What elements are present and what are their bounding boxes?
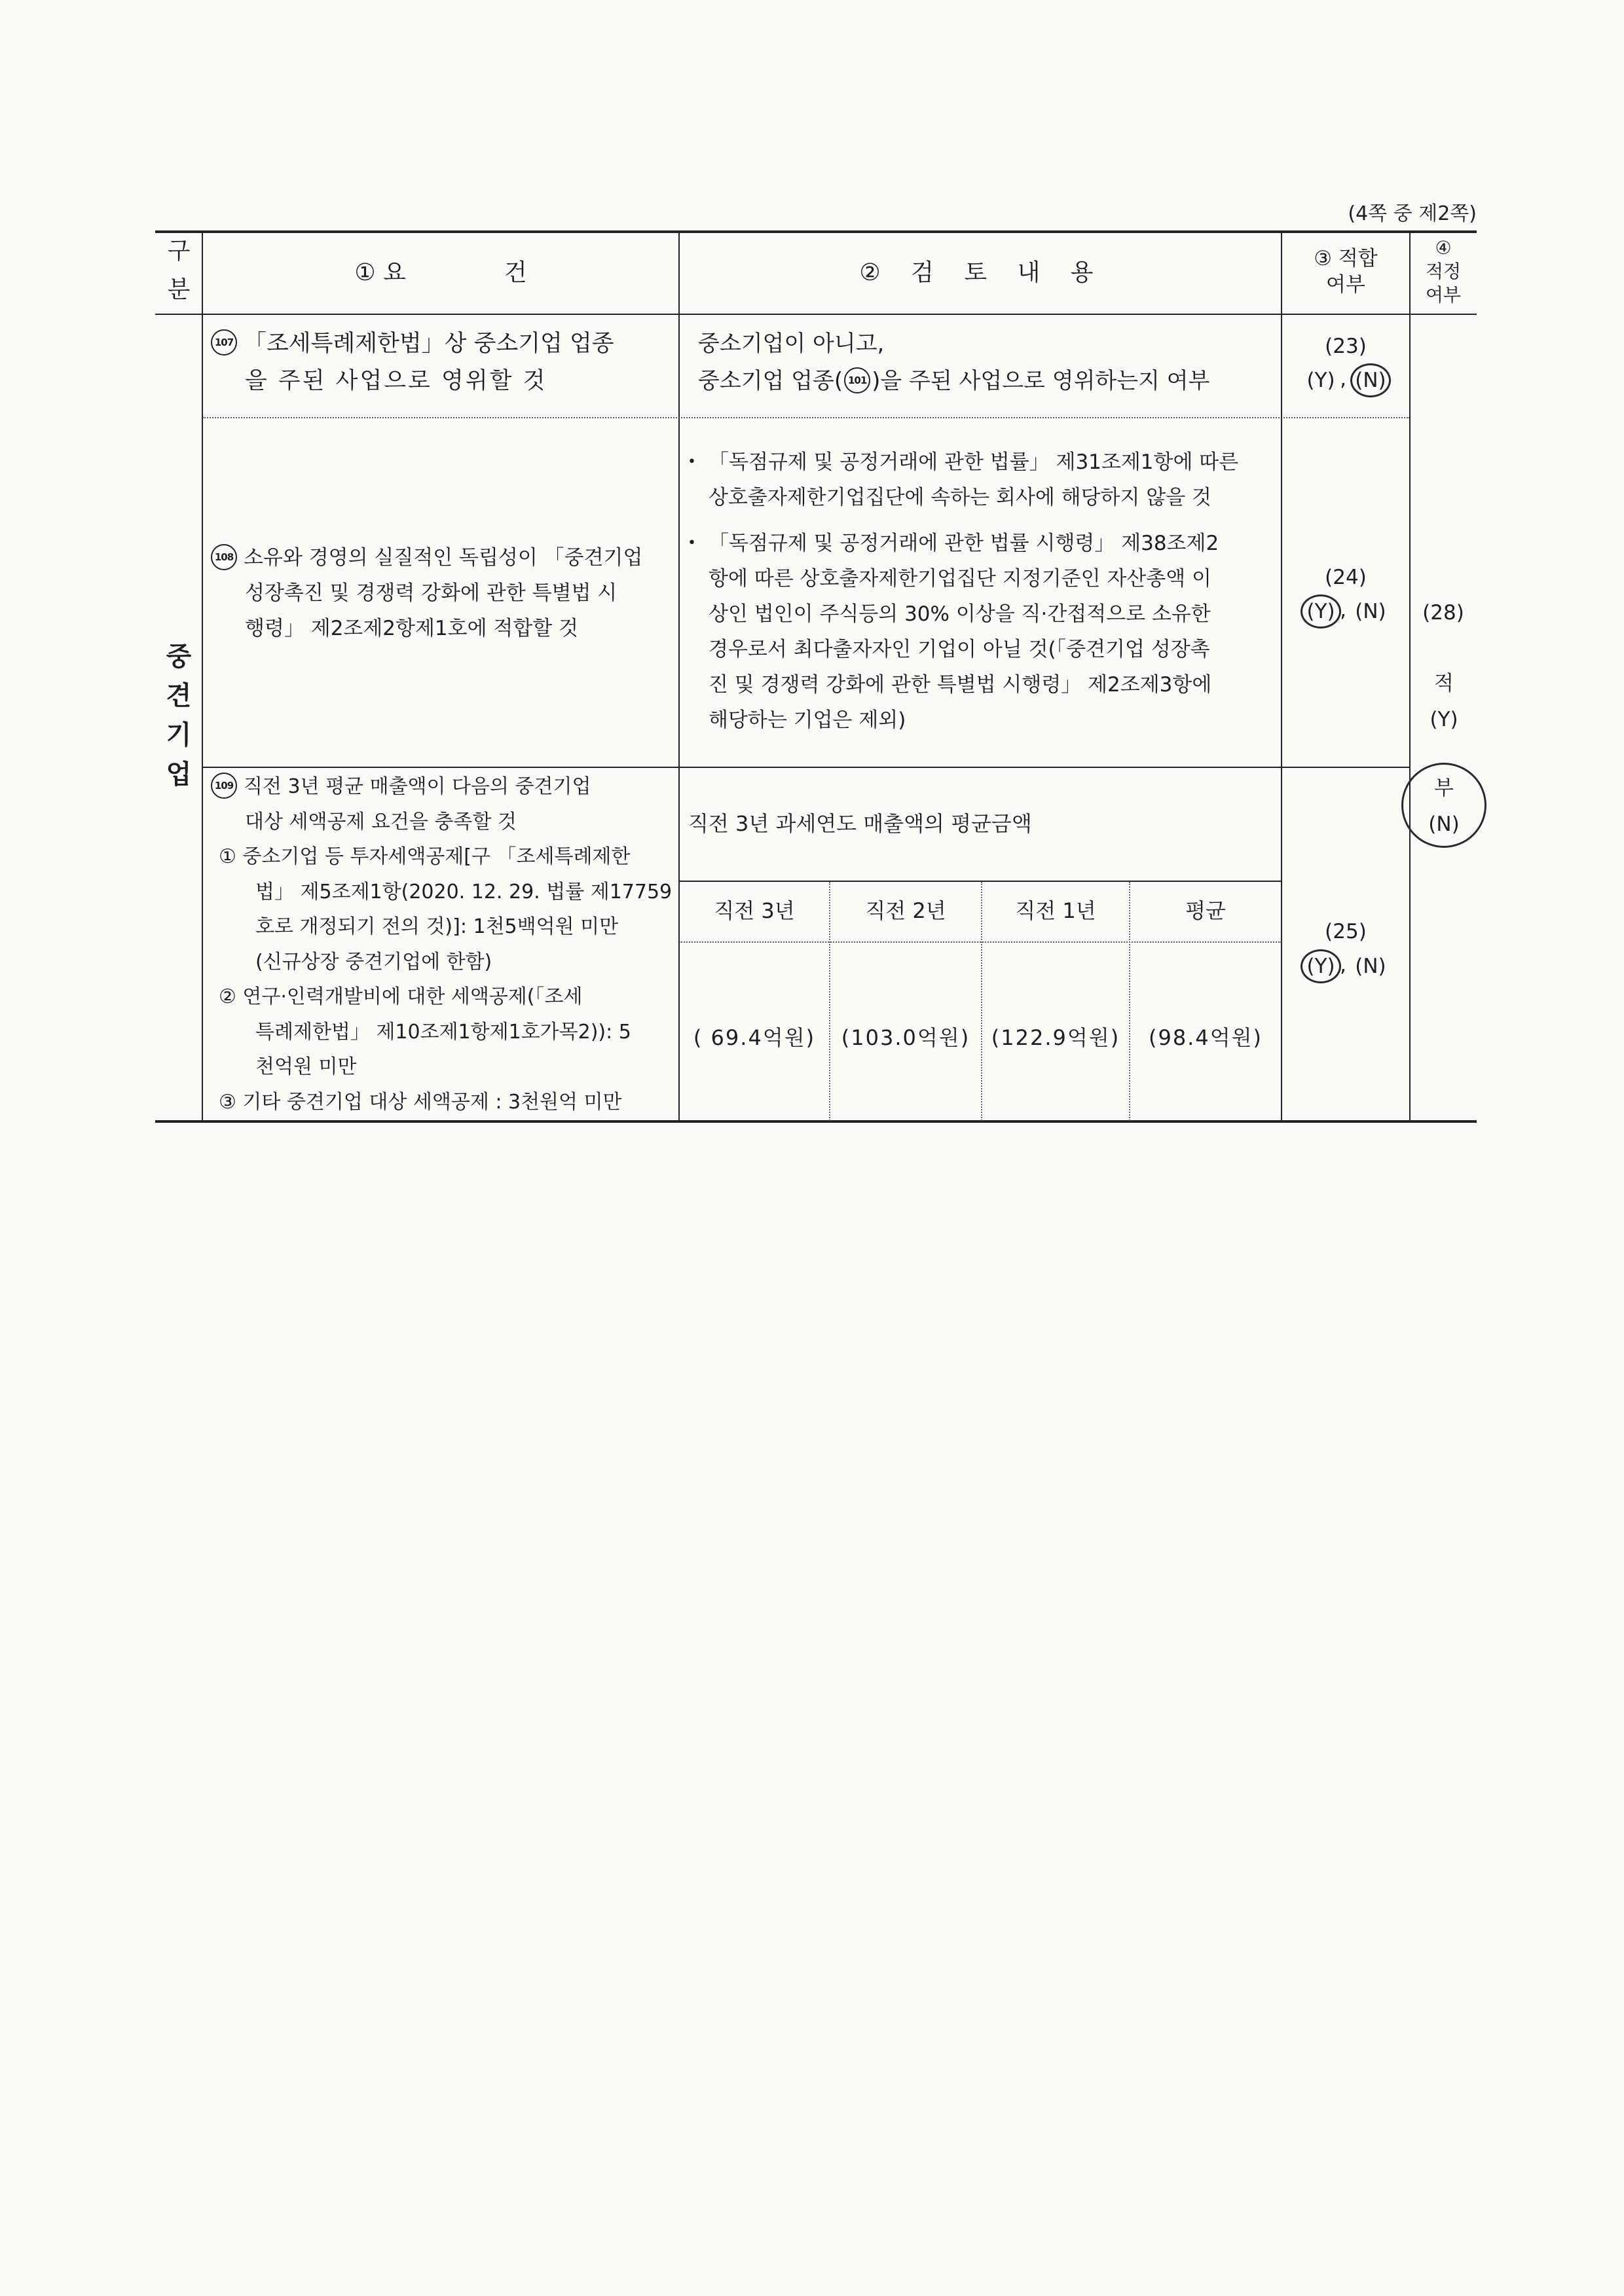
- row-108-bottom-border: [202, 767, 1410, 768]
- item-number-109: 109: [211, 773, 237, 799]
- suitability-number: (23): [1325, 335, 1367, 358]
- table-bottom-border: [155, 1120, 1477, 1123]
- option-yes: (Y): [1301, 594, 1341, 629]
- sales-table-value: (122.9억원): [991, 1025, 1120, 1050]
- sales-table-top-border: [679, 881, 1282, 882]
- page-indicator-text: (4쪽 중 제2쪽): [1348, 202, 1477, 225]
- option-no: (N): [1355, 954, 1386, 978]
- sales-table-value: ( 69.4억원): [693, 1025, 816, 1050]
- item-number-108: 108: [211, 544, 237, 570]
- appropriateness-no-word: 부: [1434, 776, 1454, 800]
- review-107: [698, 325, 1277, 400]
- option-no: (N): [1355, 599, 1386, 623]
- requirement-line: ① 중소기업 등 투자세액공제[구 「조세특례제한: [219, 845, 631, 868]
- review-line: 중소기업이 아니고,: [698, 331, 885, 357]
- category-label-char: 기: [166, 720, 192, 750]
- option-yes: (Y): [1306, 368, 1335, 392]
- header-suitability: [1282, 246, 1410, 298]
- column-divider-requirement: [678, 232, 680, 1121]
- option-yes: (Y): [1301, 949, 1341, 983]
- review-line: 상인 법인이 주식등의 30% 이상을 직·간접적으로 소유한: [709, 602, 1211, 626]
- requirement-text: 「조세특례제한법」상 중소기업 업종: [244, 331, 614, 357]
- suitability-108: [1282, 561, 1410, 629]
- requirement-line: 성장촉진 및 경쟁력 강화에 관한 특별법 시: [245, 581, 618, 605]
- option-separator: ,: [1340, 953, 1346, 977]
- bullet-icon: •: [688, 535, 696, 551]
- sales-table-header: 직전 3년: [714, 898, 795, 923]
- suitability-number: (25): [1325, 920, 1367, 943]
- review-108-bullet-2: [688, 526, 1277, 738]
- header-suitability-line: ③ 적합: [1314, 247, 1378, 270]
- appropriateness-yes: [1401, 658, 1486, 743]
- suitability-109: [1282, 915, 1410, 983]
- header-category-char: 분: [167, 276, 191, 303]
- review-line: 진 및 경쟁력 강화에 관한 특별법 시행령」 제2조제3항에: [709, 673, 1212, 697]
- review-line: 「독점규제 및 공정거래에 관한 법률」 제31조제1항에 따른: [709, 450, 1239, 474]
- requirement-text: 소유와 경영의 실질적인 독립성이 「중견기업: [244, 546, 643, 570]
- requirement-line: 특례제한법」 제10조제1항제1호가목2)): 5: [255, 1020, 631, 1044]
- header-suitability-line: 여부: [1326, 273, 1365, 297]
- header-review-label: ② 검 토 내 용: [859, 259, 1101, 286]
- reference-number: 101: [844, 367, 870, 393]
- bullet-icon: •: [688, 454, 696, 470]
- sales-table-header: 직전 1년: [1015, 898, 1096, 923]
- suitability-number: (24): [1325, 566, 1367, 589]
- header-bottom-border: [155, 314, 1477, 315]
- requirement-line: [211, 769, 677, 805]
- requirement-107: [211, 325, 674, 400]
- header-appropriateness-line: ④: [1435, 237, 1452, 259]
- page-indicator: [1348, 201, 1477, 227]
- header-category: [155, 232, 202, 309]
- item-number-107: 107: [211, 329, 237, 355]
- review-108-bullet-1: [688, 445, 1277, 515]
- review-line: 경우로서 최다출자자인 기업이 아닐 것(「중견기업 성장촉: [709, 638, 1210, 661]
- row-107-bottom-border: [202, 417, 1410, 418]
- sales-table-value: (98.4억원): [1148, 1025, 1263, 1050]
- review-line: [698, 363, 1277, 400]
- category-label-char: 업: [166, 759, 192, 790]
- requirement-line: ③ 기타 중견기업 대상 세액공제 : 3천원억 미만: [219, 1090, 622, 1114]
- requirement-line: 호로 개정되기 전의 것)]: 1천5백억원 미만: [255, 915, 619, 938]
- header-category-char: 구: [167, 238, 191, 264]
- review-line: 상호출자제한기업집단에 속하는 회사에 해당하지 않을 것: [709, 486, 1211, 509]
- appropriateness-no: [1401, 763, 1486, 848]
- review-text: 중소기업 업종(: [698, 368, 843, 394]
- suitability-107: [1282, 330, 1410, 397]
- sales-table-value: (103.0억원): [841, 1025, 970, 1050]
- sales-table-header-divider: [679, 941, 1282, 943]
- requirement-line: 을 주된 사업으로 영위할 것: [245, 368, 547, 394]
- review-text: )을 주된 사업으로 영위하는지 여부: [872, 368, 1210, 394]
- header-appropriateness: [1410, 236, 1477, 307]
- review-line: 해당하는 기업은 제외): [709, 708, 906, 732]
- appropriateness-number-text: (28): [1422, 601, 1464, 625]
- header-requirement-part: ① 요: [354, 259, 406, 286]
- requirement-108: [211, 540, 676, 646]
- sales-table-header: 평균: [1185, 898, 1226, 923]
- review-line: 「독점규제 및 공정거래에 관한 법률 시행령」 제38조제2: [709, 532, 1219, 555]
- header-review: [679, 255, 1282, 291]
- appropriateness-no-label: (N): [1428, 812, 1460, 836]
- appropriateness-yes-word: 적: [1434, 672, 1454, 695]
- requirement-line: 법」 제5조제1항(2020. 12. 29. 법률 제17759: [255, 880, 673, 903]
- suitability-options: [1282, 594, 1410, 629]
- requirement-line: [211, 325, 674, 363]
- option-separator: ,: [1340, 598, 1346, 622]
- table-top-border: [155, 230, 1477, 233]
- appropriateness-yes-label: (Y): [1430, 708, 1458, 731]
- category-label-char: 견: [166, 681, 192, 711]
- sales-table-header: 직전 2년: [865, 898, 946, 923]
- requirement-line: 천억원 미만: [255, 1055, 357, 1078]
- category-label: [155, 637, 202, 794]
- review-line: 직전 3년 과세연도 매출액의 평균금액: [688, 811, 1032, 836]
- option-no: (N): [1350, 363, 1391, 397]
- requirement-text: 직전 3년 평균 매출액이 다음의 중견기업: [244, 775, 591, 798]
- category-label-char: 중: [166, 642, 192, 672]
- header-appropriateness-line: 여부: [1425, 284, 1462, 306]
- header-appropriateness-line: 적정: [1425, 261, 1462, 282]
- suitability-options: [1282, 363, 1410, 397]
- header-requirement-part: 건: [504, 259, 527, 286]
- suitability-options: [1282, 949, 1410, 983]
- requirement-109: [211, 769, 677, 1120]
- requirement-line: ② 연구·인력개발비에 대한 세액공제(「조세: [219, 985, 583, 1008]
- review-line: 항에 따른 상호출자제한기업집단 지정기준인 자산총액 이: [709, 567, 1211, 591]
- requirement-line: (신규상장 중견기업에 한함): [255, 950, 492, 974]
- header-requirement: [202, 255, 679, 291]
- appropriateness-number: [1410, 596, 1477, 629]
- requirement-line: [211, 540, 676, 575]
- review-109-label: [688, 806, 1271, 841]
- requirement-line: 행령」 제2조제2항제1호에 적합할 것: [245, 617, 579, 640]
- option-separator: ,: [1340, 367, 1346, 391]
- requirement-line: 대상 세액공제 요건을 충족할 것: [245, 810, 517, 833]
